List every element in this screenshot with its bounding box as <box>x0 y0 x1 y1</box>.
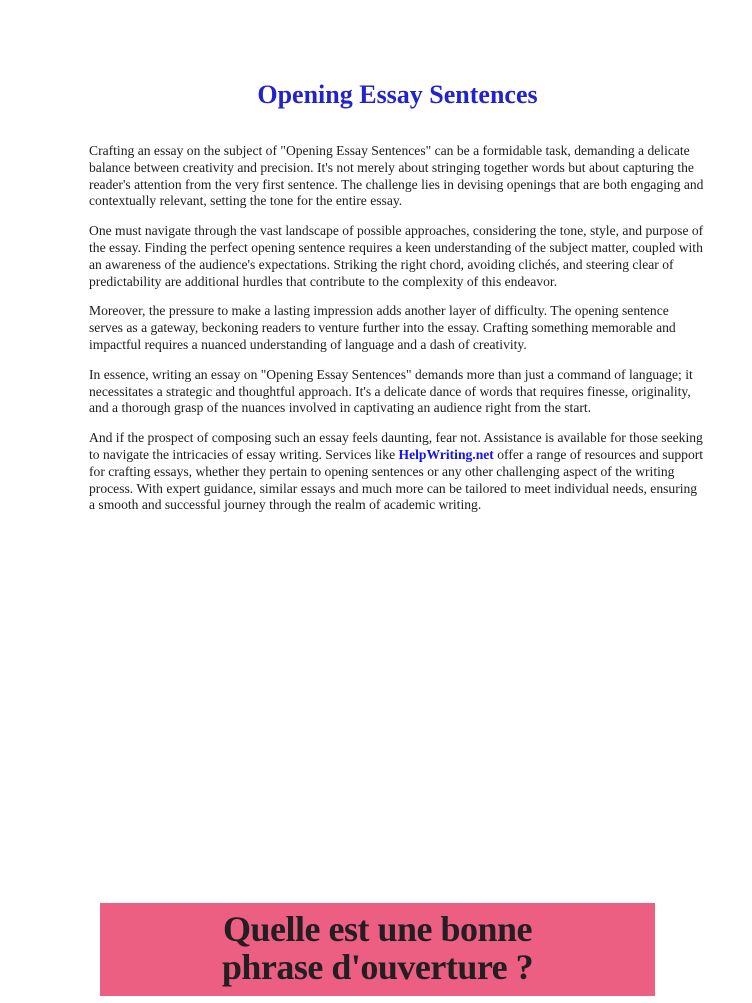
promo-banner <box>100 903 655 996</box>
paragraph-3: Moreover, the pressure to make a lasting impression adds another layer of difficulty. The opening sentence serves as a gateway, beckoning readers to venture further into the essay. Crafting something memorable and impactful requires a nuanced understanding of language and a dash of creativity. <box>89 303 676 352</box>
paragraph-4: In essence, writing an essay on "Opening Essay Sentences" demands more than just a command of language; it necessitates a strategic and thoughtful approach. It's a delicate dance of words that requires finesse, originality, and a thorough grasp of the nuances involved in captivating an audience right from the start. <box>89 366 693 416</box>
banner-line-2: phrase d'ouverture ? <box>221 947 534 987</box>
paragraph-1: Crafting an essay on the subject of "Opening Essay Sentences" can be a formidable task, demanding a delicate balance between creativity and precision. It's not merely about stringing together words but about capturing the reader's attention from the very first sentence. The challenge lies in devising openings that are both engaging and contextually relevant, setting the tone for the entire essay. <box>89 143 704 209</box>
helpwriting-link[interactable]: HelpWriting.net <box>398 446 494 462</box>
paragraph-5-text-after: offer a range of resources and support for crafting essays, whether they pertain to opening sentences or any other challenging aspect of the writing process. With expert guidance, similar essays and much more can be tailored to meet individual needs, ensuring a smooth and successful journey through the realm of academic writing. <box>89 446 704 513</box>
paragraph-2: One must navigate through the vast landscape of possible approaches, considering the tone, style, and purpose of the essay. Finding the perfect opening sentence requires a keen understanding of the subject matter, coupled with an awareness of the audience's expectations. Striking the right chord, avoiding clichés, and steering clear of predictability are additional hurdles that contribute to the complexity of this endeavor. <box>89 223 704 289</box>
banner-line-1: Quelle est une bonne <box>222 909 533 949</box>
paragraph-5-text-before: And if the prospect of composing such an essay feels daunting, fear not. Assistance is available for those seeking to navigate the intricacies of essay writing. Services like <box>89 430 703 462</box>
essay-body <box>89 143 706 514</box>
page-title: Opening Essay Sentences <box>257 80 538 109</box>
paragraph-5 <box>89 430 706 514</box>
document-page <box>89 0 706 514</box>
